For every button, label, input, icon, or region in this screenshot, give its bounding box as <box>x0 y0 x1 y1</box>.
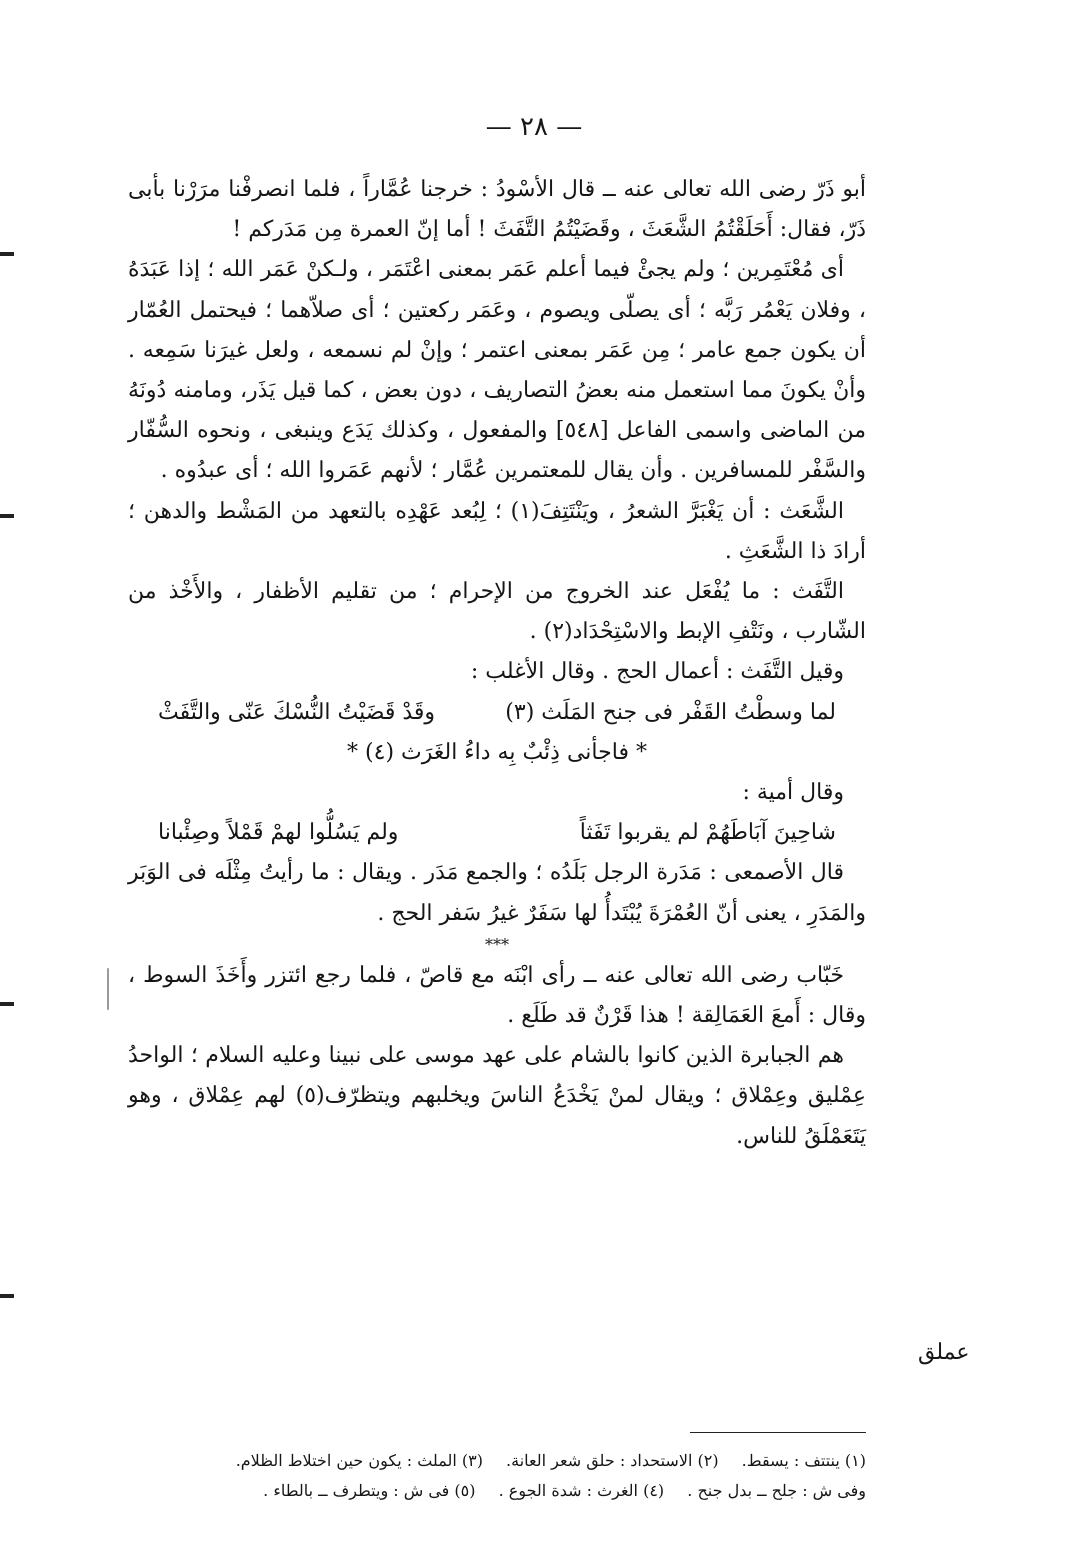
footnote-line <box>128 1446 866 1476</box>
footnote-line <box>128 1476 866 1506</box>
section-separator: *** <box>485 934 509 954</box>
verse-line <box>128 693 866 733</box>
paragraph-shaath: الشَّعَث : أن يَغْبَرَّ الشعرُ ، ويَنْتَتِفَ(١) ؛ لِبُعد عَهْدِه بالتعهد من المَشْط والدهن ؛ أرادَ ذا الشَّعَثِ . <box>128 498 866 564</box>
paragraph-umayya-intro: وقال أمية : <box>742 780 844 806</box>
footnotes <box>128 1446 866 1506</box>
scan-edge-mark <box>0 1002 14 1006</box>
verse-hemistich-first: شاحِينَ آبَاطَهُمْ لم يقربوا تَفَثاً <box>579 820 836 846</box>
footnote-4: (٤) الغرث : شدة الجوع . <box>498 1481 665 1500</box>
paragraph-tafath: التَّفَث : ما يُفْعَل عند الخروج من الإحرام ؛ من تقليم الأظفار ، والأَخْذ من الشّارب ، ونَتْفِ الإبط والاسْتِحْدَاد(٢) . <box>128 579 866 645</box>
scan-edge-mark <box>0 252 14 256</box>
verse-hemistich-second: ولم يَسُلُّوا لهمْ قَمْلاً وصِئْبانا <box>158 820 399 846</box>
paragraph-khabbab: خَبّاب رضى الله تعالى عنه ــ رأى ابْنَه مع قاصّ ، فلما رجع ائتزر وأَخَذَ السوط ، وقال : أَمعَ العَمَالِقة ! هذا قَرْنٌ قد طَلَع . <box>128 962 866 1029</box>
scan-edge-mark <box>0 1294 14 1298</box>
verse-line-umayya <box>128 813 866 853</box>
paragraph-amaliqa: هم الجبابرة الذين كانوا بالشام على عهد موسى على نبينا وعليه السلام ؛ الواحدُ عِمْليق وعِمْلاق ؛ ويقال لمنْ يَخْدَعُ الناسَ ويخلبهم ويتظرّف(٥) لهم عِمْلاق ، وهو يَتَعَمْلَقُ للناس. <box>128 1043 866 1149</box>
footnote-2: (٢) الاستحداد : حلق شعر العانة. <box>506 1451 719 1470</box>
footnote-3-variant: وفى ش : جلح ــ بدل جنح . <box>687 1481 866 1500</box>
footnote-rule <box>690 1432 866 1433</box>
paragraph-abu-dharr: أبو ذَرّ رضى الله تعالى عنه ــ قال الأسْودُ : خرجنا عُمَّاراً ، فلما انصرفْنا مرَرْنا بأبى ذَرّ، فقال: أَحَلَقْتُمُ الشَّعَثَ ، وقَضَيْتُمُ التَّفَثَ ! أما إنّ العمرة مِن مَدَركم ! <box>128 177 866 243</box>
paragraph-asmai: قال الأصمعى : مَدَرة الرجل بَلَدُه ؛ والجمع مَدَر . ويقال : ما رأيتُ مِثْلَه فى الوَبَر والمَدَرِ ، يعنى أنّ العُمْرَةَ يُبْتَدأُ لها سَفَرٌ غيرُ سَفر الحج . <box>128 860 866 926</box>
verse-line-rajaz: * فاجأنى ذِئْبٌ بِه داءُ الغَرَث (٤) * <box>347 739 647 765</box>
paragraph-mutamirin: أى مُعْتَمِرين ؛ ولم يجئْ فيما أعلم عَمَر بمعنى اعْتَمَر ، ولـكنْ عَمَر الله ؛ إذا عَبَدَهُ ، وفلان يَعْمُر رَبَّه ؛ أى يصلّى ويصوم ، وعَمَر ركعتين ؛ أى صلاّهما ؛ فيحتمل العُمّار أن يكون جمع عامر ؛ مِن عَمَر بمعنى اعتمر ؛ وإنْ لم نسمعه ، ولعل غيرَنا سَمِعه . وأنْ يكونَ مما استعمل منه بعضُ التصاريف ، دون بعض ، كما قيل يَذَر، ومامنه دُونَهُ من الماضى واسمى الفاعل [٥٤٨] والمفعول ، وكذلك يَدَع وينبغى ، ونحوه السُّفّار والسَّفْر للمسافرين . وأن يقال للمعتمرين عُمَّار ؛ لأنهم عَمَروا الله ؛ أى عبدُوه . <box>128 257 866 484</box>
footnote-5: (٥) فى ش : ويتطرف ــ بالطاء . <box>263 1481 476 1500</box>
verse-hemistich-first: لما وسطْتُ القَفْر فى جنح المَلَث (٣) <box>505 699 836 725</box>
footnote-1: (١) ينتتف : يسقط. <box>741 1451 866 1470</box>
paragraph-aghlab-intro: وقيل التَّفَث : أعمال الحج . وقال الأغلب : <box>470 659 844 685</box>
verse-hemistich-second: وقَدْ قَضَيْتُ النُّسْكَ عَنّى والتَّفَثْ <box>158 699 436 725</box>
scan-artifact-line <box>107 968 109 1010</box>
main-text <box>128 170 866 1157</box>
footnote-3: (٣) الملث : يكون حين اختلاط الظلام. <box>235 1451 483 1470</box>
margin-keyword: عملق <box>918 1340 970 1365</box>
scan-edge-mark <box>0 514 14 518</box>
page-number: — ٢٨ — <box>485 112 583 142</box>
